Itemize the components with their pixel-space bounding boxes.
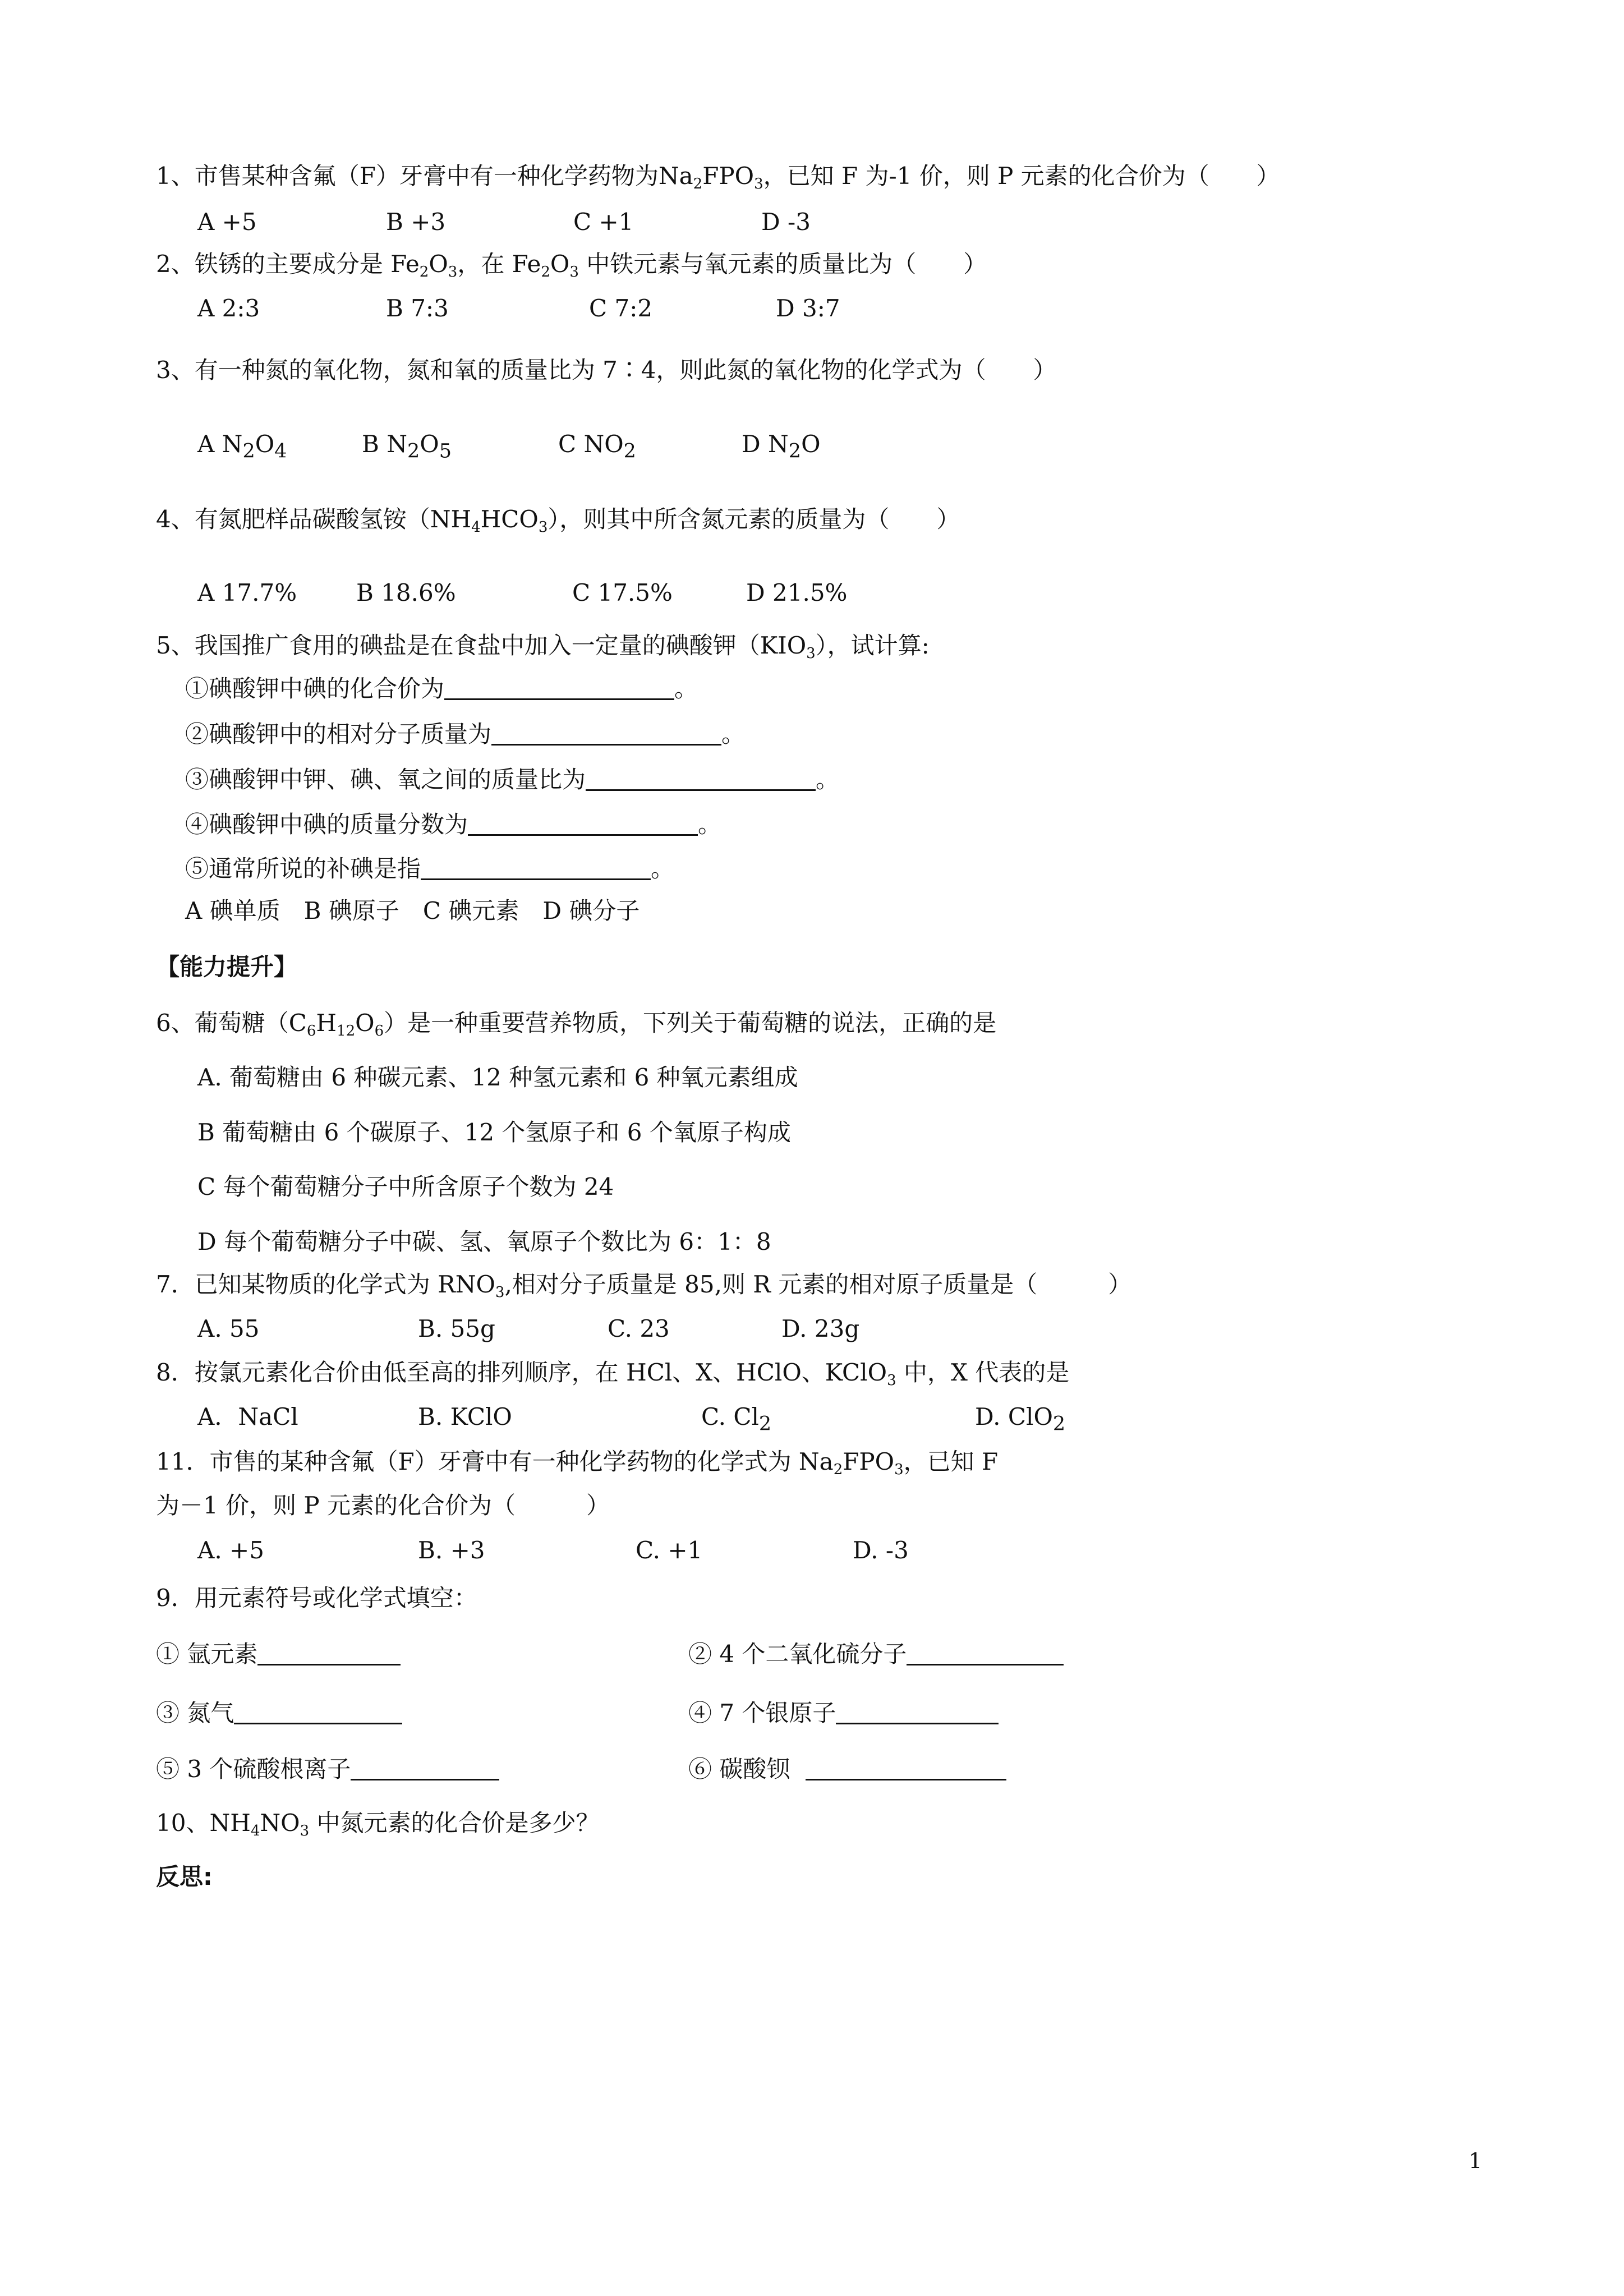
fill-item (688, 1641, 1064, 1668)
subscript: 2 (419, 264, 429, 280)
text: 。 (698, 811, 722, 838)
question-11 (156, 1448, 999, 1478)
option: A 17.7% (197, 579, 297, 606)
text: 10、NH (156, 1809, 251, 1837)
subscript: 2 (541, 264, 550, 280)
question-9: 9．用元素符号或化学式填空： (156, 1584, 477, 1612)
text: ⑥ 碳酸钡 (688, 1755, 790, 1783)
subscript: 6 (374, 1023, 384, 1039)
answer-blank[interactable] (468, 812, 698, 836)
text: ，已知 F 为-1 价，则 P 元素的化合价为（ ） (763, 162, 1280, 190)
text: 8．按氯元素化合价由低至高的排列顺序，在 HCl、X、HClO、KClO (156, 1359, 887, 1386)
answer-blank[interactable] (444, 676, 674, 700)
fill-item (688, 1756, 1006, 1783)
subscript: 2 (758, 1412, 772, 1435)
option: C 每个葡萄糖分子中所含原子个数为 24 (197, 1173, 614, 1200)
text: ①碘酸钾中碘的化合价为 (185, 675, 445, 702)
answer-blank[interactable] (907, 1641, 1064, 1665)
answer-blank[interactable] (234, 1700, 402, 1724)
text: ① 氩元素 (156, 1640, 258, 1668)
text: O (255, 430, 275, 458)
text: O (429, 250, 448, 278)
subscript: 3 (495, 1284, 505, 1301)
text: 1、市售某种含氟（F）牙膏中有一种化学药物为 (156, 162, 659, 190)
option: B 7:3 (386, 295, 449, 322)
text: 。 (816, 766, 840, 793)
text: ④碘酸钾中碘的质量分数为 (185, 811, 468, 838)
text: H (316, 1009, 337, 1037)
question-7 (156, 1271, 1132, 1301)
option-c (701, 1404, 771, 1435)
text: ，已知 F (903, 1448, 999, 1475)
subscript: 3 (806, 645, 816, 662)
option: D 每个葡萄糖分子中碳、氢、氧原子个数比为 6：1：8 (197, 1228, 771, 1255)
text: 中氮元素的化合价是多少？ (309, 1809, 600, 1837)
question-2 (156, 251, 987, 278)
fill-item (688, 1700, 999, 1727)
question-11-line-2: 为－1 价，则 P 元素的化合价为（ ） (156, 1492, 610, 1519)
fill-item (156, 1700, 402, 1727)
text: 。 (651, 855, 675, 882)
answer-blank[interactable] (806, 1756, 1006, 1780)
text: 2、铁锈的主要成分是 Fe (156, 250, 420, 278)
text: HCO (480, 505, 539, 533)
option: A. 葡萄糖由 6 种碳元素、12 种氢元素和 6 种氧元素组成 (197, 1064, 798, 1091)
text: ⑤ 3 个硫酸根离子 (156, 1755, 351, 1783)
option: C. 23 (608, 1315, 670, 1342)
text: NO (260, 1809, 300, 1837)
text: ③碘酸钾中钾、碘、氧之间的质量比为 (185, 766, 586, 793)
text: ）是一种重要营养物质，下列关于葡萄糖的说法，正确的是 (384, 1009, 997, 1037)
text: Na (658, 162, 693, 190)
section-heading: 【能力提升】 (156, 953, 298, 981)
question-3: 3、有一种氮的氧化物，氮和氧的质量比为 7∶4，则此氮的氧化物的化学式为（ ） (156, 356, 1057, 384)
text: ②碘酸钾中的相对分子质量为 (185, 720, 492, 748)
text: O (420, 430, 439, 458)
question-6 (156, 1010, 996, 1037)
text: 5、我国推广食用的碘盐是在食盐中加入一定量的碘酸钾（KIO (156, 632, 807, 659)
answer-blank[interactable] (421, 856, 651, 880)
text: 11．市售的某种含氟（F）牙膏中有一种化学药物的化学式为 Na (156, 1448, 834, 1475)
text: 7．已知某物质的化学式为 RNO (156, 1271, 495, 1298)
sub-question (185, 855, 674, 882)
subscript: 2 (242, 440, 255, 463)
subscript: 3 (448, 264, 458, 280)
text: O (355, 1009, 375, 1037)
question-4 (156, 505, 960, 536)
page-number: 1 (1469, 2148, 1483, 2173)
option: B +3 (386, 208, 446, 236)
text: C NO (558, 430, 624, 458)
subscript: 5 (439, 440, 452, 463)
subscript: 2 (407, 440, 420, 463)
text: 。 (721, 720, 746, 748)
sub-question (185, 675, 698, 702)
text: 4、有氮肥样品碳酸氢铵（NH (156, 505, 472, 533)
option: A +5 (197, 208, 257, 236)
option: A. 55 (197, 1315, 260, 1342)
option-d (975, 1404, 1065, 1435)
text: ④ 7 个银原子 (688, 1699, 836, 1727)
option: D. 23g (781, 1315, 860, 1342)
text: O (550, 250, 570, 278)
text: FPO (843, 1448, 895, 1475)
text: ② 4 个二氧化硫分子 (688, 1640, 907, 1668)
option: B. 55g (418, 1315, 495, 1342)
text: C. Cl (701, 1403, 759, 1430)
option: C 17.5% (572, 579, 673, 606)
option: D 21.5% (746, 579, 848, 606)
text: D. ClO (975, 1403, 1053, 1430)
option-b: B. KClO (418, 1403, 512, 1430)
sub-question (185, 721, 745, 748)
option: B 葡萄糖由 6 个碳原子、12 个氢原子和 6 个氧原子构成 (197, 1119, 791, 1146)
subscript: 2 (788, 440, 802, 463)
option: C 7:2 (589, 295, 653, 322)
answer-blank[interactable] (586, 767, 816, 791)
text: O (801, 430, 821, 458)
option: D 3:7 (776, 295, 840, 322)
text: ,相对分子质量是 85,则 R 元素的相对原子质量是（ ） (504, 1271, 1132, 1298)
option: B 18.6% (356, 579, 456, 606)
option-d (742, 431, 821, 463)
subscript: 6 (306, 1023, 316, 1039)
text: ），试计算: (815, 632, 930, 659)
text: B N (362, 430, 407, 458)
text: D N (742, 430, 789, 458)
subscript: 3 (887, 1372, 896, 1389)
option: C. +1 (636, 1536, 703, 1564)
text: ，在 Fe (457, 250, 541, 278)
subscript: 3 (569, 264, 579, 280)
option: A. +5 (197, 1536, 264, 1564)
text: 6、葡萄糖（C (156, 1009, 307, 1037)
option-b (362, 431, 452, 463)
answer-blank[interactable] (257, 1641, 401, 1665)
reflection-heading: 反思: (156, 1863, 213, 1890)
text: 中，X 代表的是 (896, 1359, 1070, 1386)
answer-blank[interactable] (836, 1700, 999, 1724)
text: FPO (702, 162, 755, 190)
question-5 (156, 632, 930, 662)
sub-question (185, 811, 721, 838)
subscript: 4 (250, 1823, 260, 1839)
option: D. -3 (853, 1536, 909, 1564)
subscript: 2 (623, 440, 636, 463)
text: ③ 氮气 (156, 1699, 234, 1727)
option-a: A．NaCl (197, 1403, 298, 1430)
subscript: 3 (894, 1461, 904, 1478)
fill-item (156, 1756, 499, 1783)
option: D -3 (761, 208, 811, 236)
text: ），则其中所含氮元素的质量为（ ） (548, 505, 960, 533)
text: ⑤通常所说的补碘是指 (185, 855, 421, 882)
choices: A 碘单质 B 碘原子 C 碘元素 D 碘分子 (185, 897, 640, 924)
text: 中铁元素与氧元素的质量比为（ ） (578, 250, 987, 278)
subscript: 3 (754, 176, 763, 192)
option: C +1 (573, 208, 634, 236)
text: 。 (674, 675, 698, 702)
question-8 (156, 1359, 1070, 1389)
subscript: 3 (300, 1823, 310, 1839)
option: A 2:3 (197, 295, 260, 322)
subscript: 4 (471, 519, 481, 536)
subscript: 4 (274, 440, 287, 463)
subscript: 2 (833, 1461, 843, 1478)
sub-question (185, 766, 839, 793)
answer-blank[interactable] (491, 721, 721, 746)
question-10 (156, 1810, 599, 1837)
option: B. +3 (418, 1536, 485, 1564)
answer-blank[interactable] (351, 1756, 499, 1780)
option-c (558, 431, 636, 463)
subscript: 3 (538, 519, 548, 536)
question-1 (156, 163, 1280, 190)
subscript: 2 (693, 176, 703, 192)
text: A N (197, 430, 243, 458)
subscript: 12 (337, 1023, 356, 1039)
fill-item (156, 1641, 401, 1668)
option-a (197, 431, 287, 463)
subscript: 2 (1052, 1412, 1066, 1435)
